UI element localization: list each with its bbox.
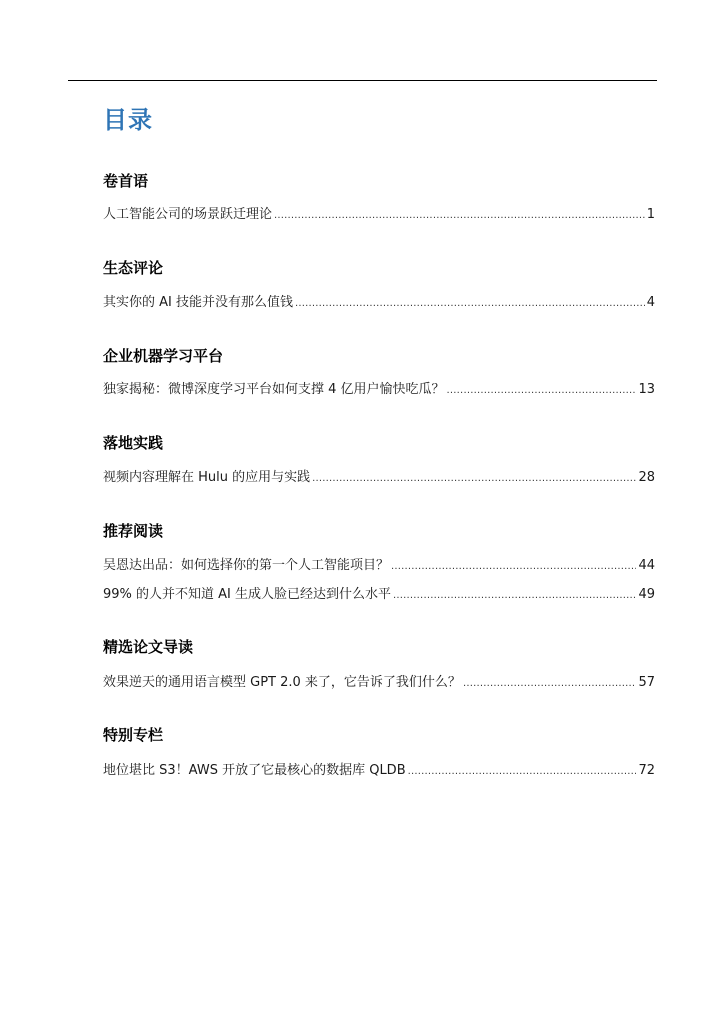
section-heading-enterprise-ml-platform: 企业机器学习平台 xyxy=(103,347,224,365)
toc-entry-title[interactable]: 99% 的人并不知道 AI 生成人脸已经达到什么水平 xyxy=(103,587,392,602)
dot-leader xyxy=(312,468,636,490)
toc-entry-title[interactable]: 其实你的 AI 技能并没有那么值钱 xyxy=(103,295,293,310)
toc-entry[interactable] xyxy=(103,204,655,226)
section-heading-practice: 落地实践 xyxy=(103,434,164,452)
toc-entry[interactable] xyxy=(103,555,655,577)
toc-title: 目录 xyxy=(103,106,153,134)
toc-entry-title[interactable]: 人工智能公司的场景跃迁理论 xyxy=(103,207,273,222)
toc-entry-page: 13 xyxy=(638,382,655,397)
dot-leader xyxy=(295,293,645,315)
section-heading-special-column: 特别专栏 xyxy=(103,726,164,744)
toc-entry[interactable] xyxy=(103,672,655,694)
toc-entry-page: 4 xyxy=(646,295,655,310)
dot-leader xyxy=(463,673,637,695)
toc-entry-page: 28 xyxy=(638,470,655,485)
header-rule xyxy=(68,80,657,81)
section-heading-preface: 卷首语 xyxy=(103,172,149,190)
toc-entry-title[interactable]: 效果逆天的通用语言模型 GPT 2.0 来了，它告诉了我们什么？ xyxy=(103,675,461,690)
toc-entry-page: 44 xyxy=(638,558,655,573)
dot-leader xyxy=(393,585,636,607)
section-heading-ecosystem-review: 生态评论 xyxy=(103,259,164,277)
toc-entry[interactable] xyxy=(103,467,655,489)
toc-entry-title[interactable]: 独家揭秘：微博深度学习平台如何支撑 4 亿用户愉快吃瓜？ xyxy=(103,382,445,397)
toc-entry[interactable] xyxy=(103,584,655,606)
toc-entry[interactable] xyxy=(103,379,655,401)
toc-entry-page: 72 xyxy=(638,763,655,778)
dot-leader xyxy=(447,380,637,402)
toc-entry-page: 49 xyxy=(638,587,655,602)
toc-entry-page: 57 xyxy=(638,675,655,690)
dot-leader xyxy=(408,761,637,783)
toc-entry-page: 1 xyxy=(646,207,655,222)
section-heading-paper-reading: 精选论文导读 xyxy=(103,638,194,656)
toc-entry-title[interactable]: 地位堪比 S3！AWS 开放了它最核心的数据库 QLDB xyxy=(103,763,406,778)
toc-entry[interactable] xyxy=(103,292,655,314)
section-heading-recommended-reading: 推荐阅读 xyxy=(103,522,164,540)
dot-leader xyxy=(274,205,645,227)
dot-leader xyxy=(391,556,636,578)
toc-entry[interactable] xyxy=(103,760,655,782)
toc-entry-title[interactable]: 视频内容理解在 Hulu 的应用与实践 xyxy=(103,470,311,485)
toc-entry-title[interactable]: 吴恩达出品：如何选择你的第一个人工智能项目？ xyxy=(103,558,390,573)
